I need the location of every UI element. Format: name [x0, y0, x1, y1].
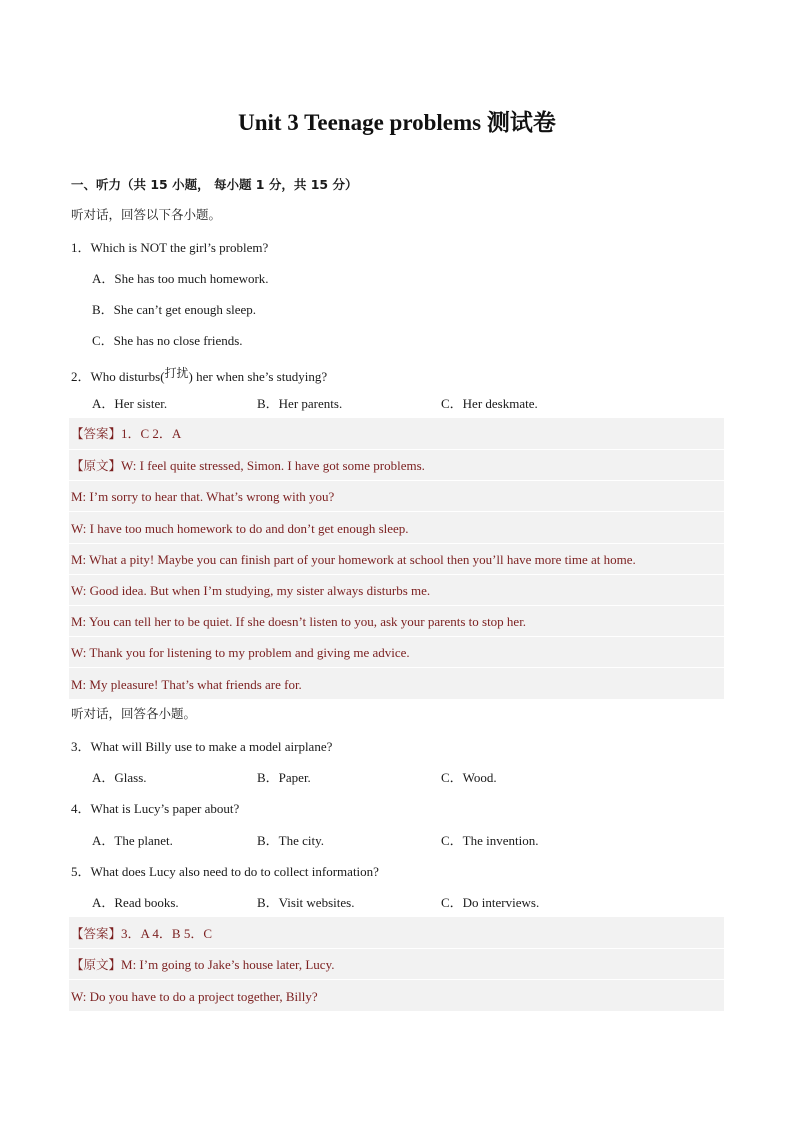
- q4-option-c: C．The invention.: [441, 833, 539, 848]
- q2-stem-before: 2．Who disturbs(: [71, 369, 165, 384]
- q2-option-a: A．Her sister.: [92, 396, 168, 411]
- transcript-tag: 【原文】: [71, 957, 122, 972]
- transcript-line: M: My pleasure! That’s what friends are for.: [71, 677, 302, 692]
- transcript-line: M: I’m sorry to hear that. What’s wrong with you?: [71, 489, 335, 504]
- separator: [69, 979, 724, 980]
- q2-option-c: C．Her deskmate.: [441, 396, 538, 411]
- transcript-line: M: You can tell her to be quiet. If she doesn’t listen to you, ask your parents to stop her.: [71, 614, 527, 629]
- separator: [69, 948, 724, 949]
- transcript-line: W: I have too much homework to do and don’t get enough sleep.: [71, 521, 409, 536]
- question-2: [71, 364, 327, 386]
- answer-line-a: [71, 425, 181, 443]
- q1-option-b: B．She can’t get enough sleep.: [92, 302, 257, 317]
- separator: [69, 511, 724, 512]
- q1-option-a: A．She has too much homework.: [92, 271, 269, 286]
- separator: [69, 636, 724, 637]
- transcript-line: [71, 956, 334, 974]
- instruction-b: 听对话，回答各小题。: [71, 706, 197, 721]
- separator: [69, 667, 724, 668]
- answer-tag: 【答案】: [71, 426, 122, 441]
- transcript-line: W: Good idea. But when I’m studying, my sister always disturbs me.: [71, 583, 431, 598]
- page-title: Unit 3 Teenage problems 测试卷: [238, 110, 556, 135]
- question-1: 1．Which is NOT the girl’s problem?: [71, 240, 269, 255]
- separator: [69, 480, 724, 481]
- separator: [69, 574, 724, 575]
- transcript-text: M: I’m going to Jake’s house later, Lucy.: [121, 957, 335, 972]
- q3-option-c: C．Wood.: [441, 770, 497, 785]
- separator: [69, 543, 724, 544]
- section-heading: 一、听力（共 15 小题， 每小题 1 分，共 15 分）: [71, 177, 358, 192]
- q5-option-b: B．Visit websites.: [257, 895, 355, 910]
- q5-option-c: C．Do interviews.: [441, 895, 540, 910]
- question-3: 3．What will Billy use to make a model airplane?: [71, 739, 333, 754]
- transcript-line: W: Thank you for listening to my problem and giving me advice.: [71, 645, 410, 660]
- answer-tag: 【答案】: [71, 926, 122, 941]
- transcript-line: [71, 457, 425, 475]
- transcript-tag: 【原文】: [71, 458, 122, 473]
- answer-text: 1．C 2．A: [121, 426, 182, 441]
- q1-option-c: C．She has no close friends.: [92, 333, 243, 348]
- transcript-text: W: I feel quite stressed, Simon. I have got some problems.: [121, 458, 425, 473]
- answer-text: 3．A 4．B 5．C: [121, 926, 213, 941]
- transcript-line: W: Do you have to do a project together, Billy?: [71, 989, 318, 1004]
- separator: [69, 605, 724, 606]
- q3-option-a: A．Glass.: [92, 770, 147, 785]
- question-4: 4．What is Lucy’s paper about?: [71, 801, 240, 816]
- question-5: 5．What does Lucy also need to do to collect information?: [71, 864, 379, 879]
- q4-option-b: B．The city.: [257, 833, 325, 848]
- transcript-line: M: What a pity! Maybe you can finish part of your homework at school then you’ll have more time at home.: [71, 552, 636, 567]
- q2-option-b: B．Her parents.: [257, 396, 343, 411]
- q2-stem-note: 打扰: [164, 366, 189, 380]
- q3-option-b: B．Paper.: [257, 770, 311, 785]
- q5-option-a: A．Read books.: [92, 895, 179, 910]
- q4-option-a: A．The planet.: [92, 833, 173, 848]
- q2-stem-after: ) her when she’s studying?: [188, 369, 328, 384]
- separator: [69, 449, 724, 450]
- answer-line-b: [71, 925, 212, 943]
- instruction-a: 听对话，回答以下各小题。: [71, 207, 222, 222]
